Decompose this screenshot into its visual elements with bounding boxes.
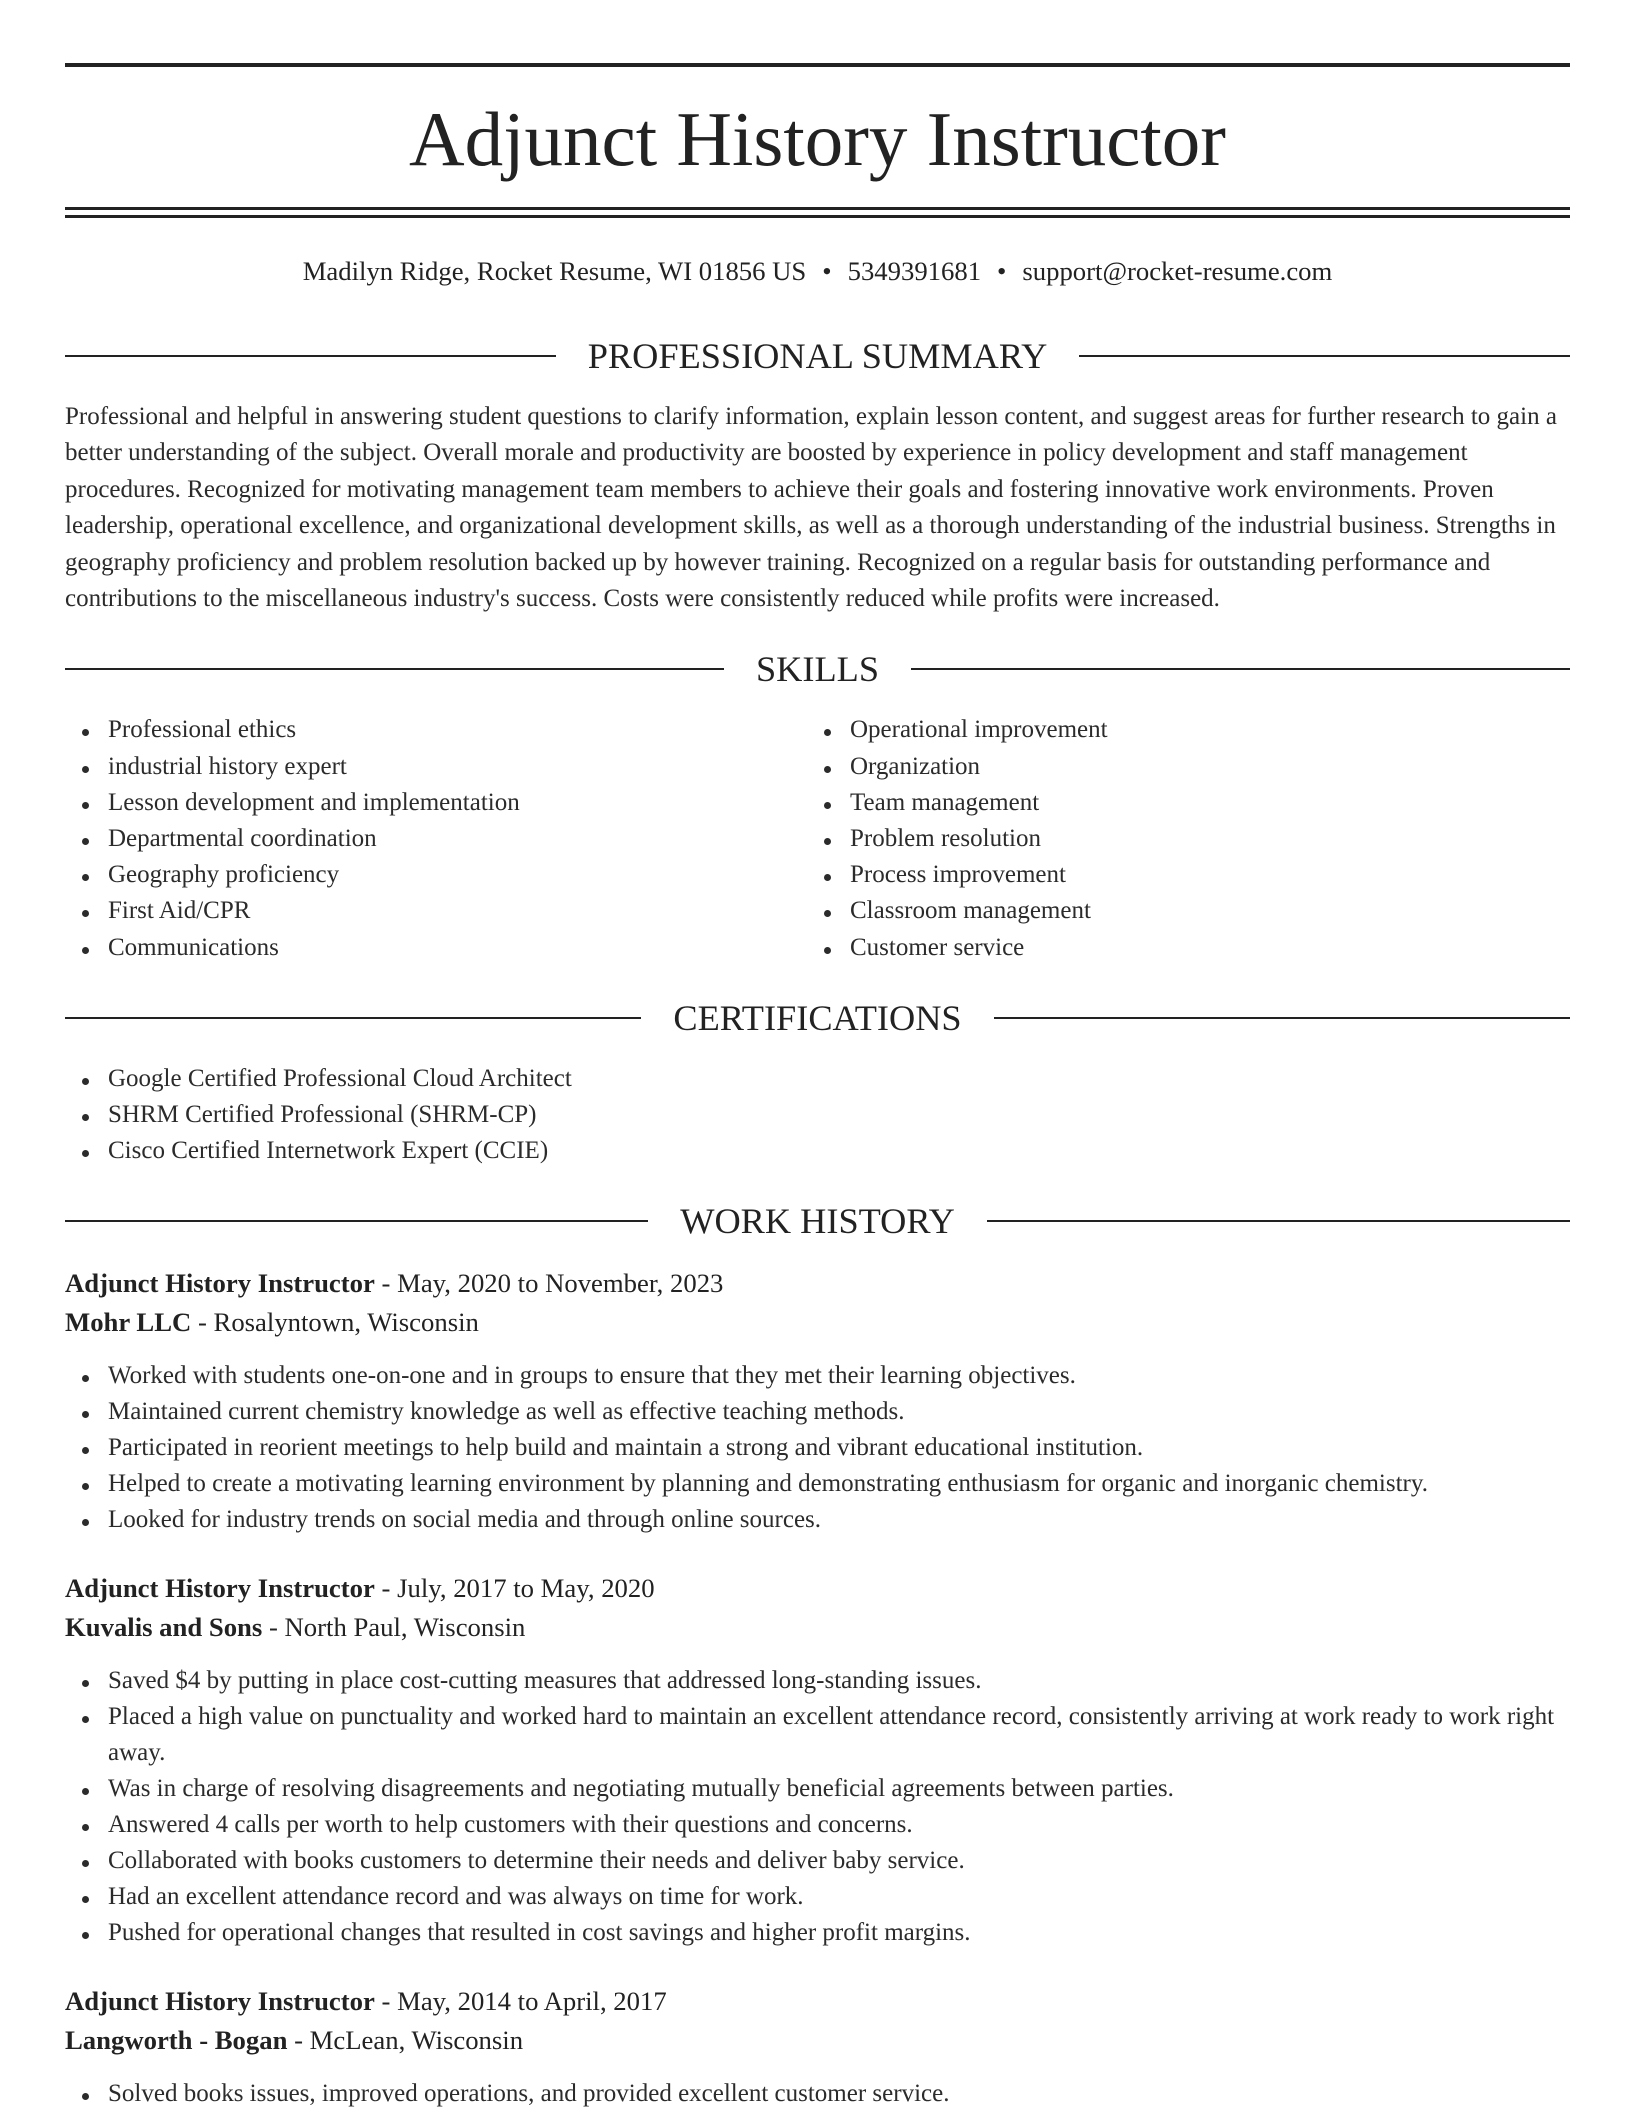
section-rule-right — [1079, 355, 1570, 357]
section-professional-summary — [65, 336, 1570, 617]
contact-separator: • — [822, 256, 832, 286]
section-rule-right — [987, 1220, 1570, 1222]
top-rule — [65, 63, 1570, 67]
job-bullets — [65, 1358, 1570, 1538]
skill-item: Professional ethics — [65, 712, 807, 748]
contact-email: support@rocket-resume.com — [1022, 256, 1333, 286]
job-bullets — [65, 1663, 1570, 1951]
section-heading — [65, 998, 1570, 1038]
job-separator: - — [262, 1611, 285, 1642]
resume-page — [65, 0, 1570, 2112]
skill-item: Team management — [807, 785, 1570, 821]
job-company-line — [65, 2021, 1570, 2060]
job-bullet: Pushed for operational changes that resulted in cost savings and higher profit margins. — [65, 1915, 1570, 1951]
job-dates: July, 2017 to May, 2020 — [397, 1572, 655, 1603]
job-bullet: Answered 4 calls per worth to help customers with their questions and concerns. — [65, 1807, 1570, 1843]
section-rule-left — [65, 1017, 641, 1019]
skill-item: Operational improvement — [807, 712, 1570, 748]
job-entry — [65, 1264, 1570, 1538]
job-bullet: Looked for industry trends on social media and through online sources. — [65, 1502, 1570, 1538]
title-double-rule — [65, 207, 1570, 218]
contact-phone: 5349391681 — [847, 256, 982, 286]
section-rule-right — [994, 1017, 1570, 1019]
job-title: Adjunct History Instructor — [65, 1985, 375, 2016]
job-company: Kuvalis and Sons — [65, 1611, 263, 1642]
job-bullet: Placed a high value on punctuality and worked hard to maintain an excellent attendance record, consistently arriving at work ready to work right away. — [65, 1699, 1570, 1771]
section-heading — [65, 336, 1570, 376]
job-separator: - — [191, 1306, 214, 1337]
job-entry — [65, 1569, 1570, 1951]
section-rule-left — [65, 355, 556, 357]
job-separator: - — [374, 1572, 398, 1603]
certification-item: SHRM Certified Professional (SHRM-CP) — [65, 1097, 1570, 1133]
skill-item: Lesson development and implementation — [65, 785, 807, 821]
job-bullet: Solved books issues, improved operations, and provided excellent customer service. — [65, 2076, 1570, 2112]
skills-column-right — [807, 712, 1570, 965]
section-title: PROFESSIONAL SUMMARY — [587, 336, 1048, 376]
skills-grid — [65, 712, 1570, 965]
job-bullet: Saved $4 by putting in place cost-cutting measures that addressed long-standing issues. — [65, 1663, 1570, 1699]
job-company-line — [65, 1608, 1570, 1647]
section-heading — [65, 1201, 1570, 1241]
job-company-line — [65, 1303, 1570, 1342]
job-bullets — [65, 2076, 1570, 2112]
skill-item: First Aid/CPR — [65, 893, 807, 929]
section-title: WORK HISTORY — [680, 1200, 955, 1241]
job-bullet: Was in charge of resolving disagreements and negotiating mutually beneficial agreements between parties. — [65, 1771, 1570, 1807]
job-bullet: Maintained current chemistry knowledge as well as effective teaching methods. — [65, 1394, 1570, 1430]
summary-text: Professional and helpful in answering student questions to clarify information, explain lesson content, and suggest areas for further research to gain a better understanding of the subject. Overall morale and productivity are boosted by experience in policy development and staff management procedures. Recognized for motivating management team members to achieve their goals and fostering innovative work environments. Proven leadership, operational excellence, and organizational development skills, as well as a thorough understanding of the industrial business. Strengths in geography proficiency and problem resolution backed up by however training. Recognized on a regular basis for outstanding performance and contributions to the miscellaneous industry's success. Costs were consistently reduced while profits were increased. — [65, 403, 1557, 613]
job-dates: May, 2014 to April, 2017 — [397, 1985, 667, 2016]
skills-column-left — [65, 712, 807, 965]
job-title-line — [65, 1264, 1570, 1303]
section-title: SKILLS — [755, 649, 880, 690]
job-title: Adjunct History Instructor — [65, 1267, 375, 1298]
contact-separator: • — [997, 256, 1007, 286]
skill-item: Process improvement — [807, 857, 1570, 893]
job-title-line — [65, 1569, 1570, 1608]
section-certifications — [65, 998, 1570, 1169]
section-heading — [65, 649, 1570, 689]
job-company: Mohr LLC — [65, 1306, 192, 1337]
section-rule-left — [65, 1220, 648, 1222]
skill-item: Geography proficiency — [65, 857, 807, 893]
job-location: Rosalyntown, Wisconsin — [213, 1306, 479, 1337]
job-dates: May, 2020 to November, 2023 — [397, 1267, 724, 1298]
section-rule-left — [65, 668, 724, 670]
job-title-line — [65, 1982, 1570, 2021]
skill-item: Organization — [807, 749, 1570, 785]
job-separator: - — [287, 2024, 310, 2055]
certification-item: Cisco Certified Internetwork Expert (CCIE) — [65, 1133, 1570, 1169]
contact-address: Madilyn Ridge, Rocket Resume, WI 01856 US — [302, 256, 807, 286]
job-bullet: Participated in reorient meetings to help build and maintain a strong and vibrant educational institution. — [65, 1430, 1570, 1466]
job-location: McLean, Wisconsin — [309, 2024, 524, 2055]
section-work-history — [65, 1201, 1570, 2112]
section-rule-right — [911, 668, 1570, 670]
contact-line — [65, 253, 1570, 289]
section-skills — [65, 649, 1570, 965]
job-bullet: Worked with students one-on-one and in groups to ensure that they met their learning objectives. — [65, 1358, 1570, 1394]
certifications-list — [65, 1061, 1570, 1169]
skill-item: Problem resolution — [807, 821, 1570, 857]
skill-item: Customer service — [807, 930, 1570, 966]
job-location: North Paul, Wisconsin — [284, 1611, 526, 1642]
skill-item: industrial history expert — [65, 749, 807, 785]
section-title: CERTIFICATIONS — [673, 997, 962, 1038]
skill-item: Communications — [65, 930, 807, 966]
job-bullet: Had an excellent attendance record and was always on time for work. — [65, 1879, 1570, 1915]
job-bullet: Helped to create a motivating learning environment by planning and demonstrating enthusiasm for organic and inorganic chemistry. — [65, 1466, 1570, 1502]
job-title: Adjunct History Instructor — [65, 1572, 375, 1603]
job-company: Langworth - Bogan — [65, 2024, 288, 2055]
skill-item: Departmental coordination — [65, 821, 807, 857]
job-entry — [65, 1982, 1570, 2112]
resume-title: Adjunct History Instructor — [409, 96, 1226, 182]
job-separator: - — [374, 1267, 398, 1298]
certification-item: Google Certified Professional Cloud Architect — [65, 1061, 1570, 1097]
skill-item: Classroom management — [807, 893, 1570, 929]
job-separator: - — [374, 1985, 398, 2016]
job-bullet: Collaborated with books customers to determine their needs and deliver baby service. — [65, 1843, 1570, 1879]
